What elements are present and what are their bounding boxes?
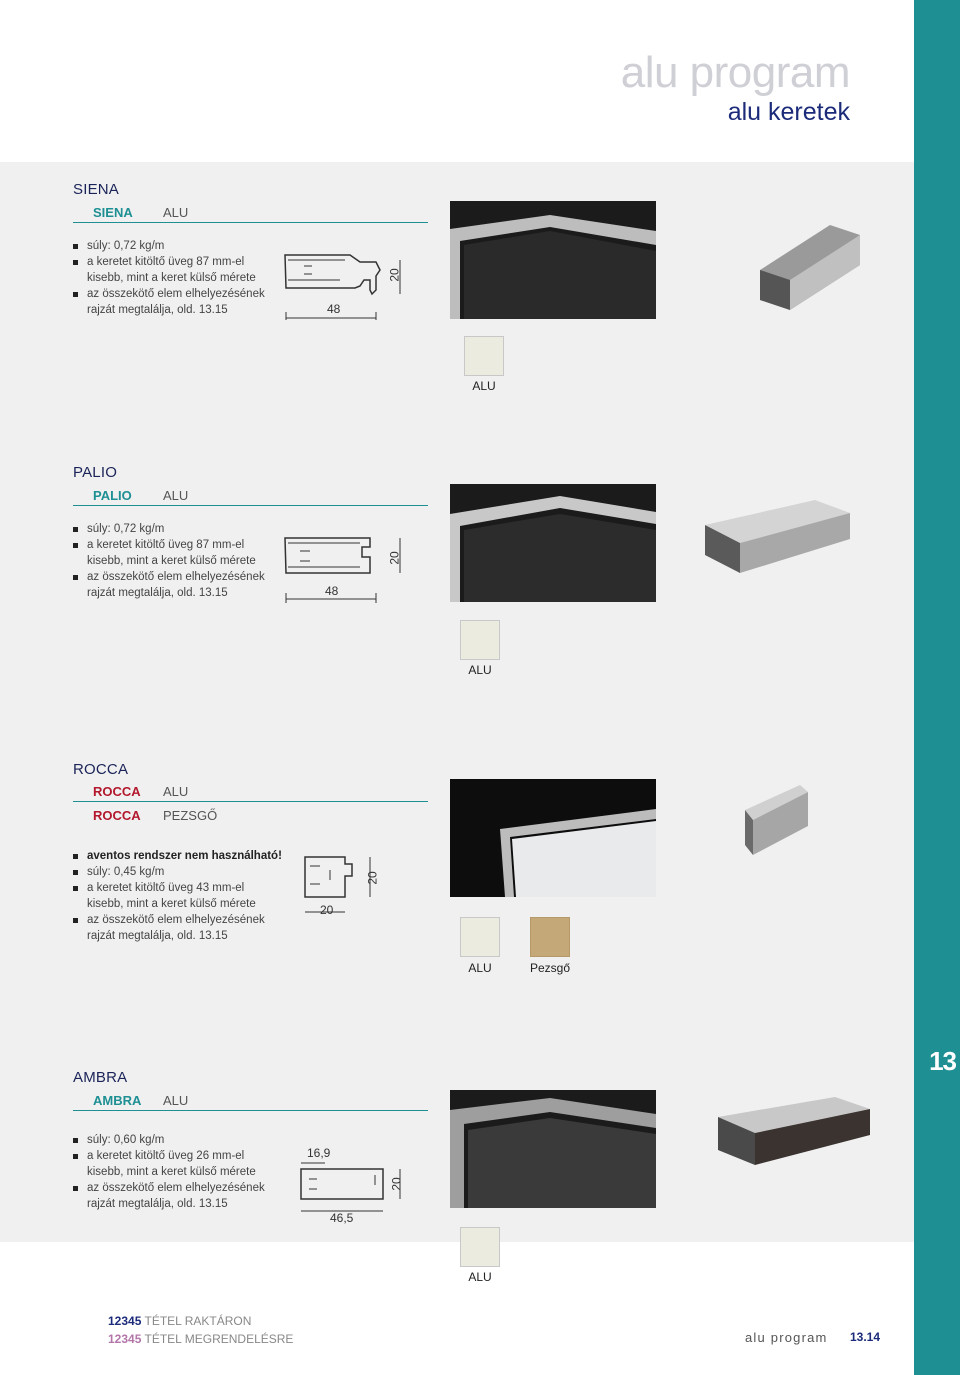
dimension-width: 48	[325, 584, 339, 598]
page-number: 13.14	[850, 1330, 881, 1344]
product-code: SIENA	[93, 205, 133, 220]
spec-item: a keretet kitöltő üveg 87 mm-el	[73, 537, 265, 553]
spec-item: súly: 0,45 kg/m	[73, 864, 282, 880]
section-title: AMBRA	[73, 1069, 128, 1086]
section-title: PALIO	[73, 464, 118, 481]
page-subtitle: alu keretek	[727, 98, 850, 126]
profile-drawing	[295, 1155, 415, 1235]
spec-item: súly: 0,72 kg/m	[73, 238, 265, 254]
code-row	[73, 802, 428, 826]
code-row	[73, 1087, 428, 1111]
chapter-side-bar	[914, 0, 960, 1375]
frame-photo	[450, 201, 656, 319]
product-code: ROCCA	[93, 784, 141, 799]
swatch-label: ALU	[468, 961, 492, 975]
spec-item: kisebb, mint a keret külső mérete	[87, 1166, 256, 1178]
profile-photo	[730, 780, 810, 860]
content-band	[0, 162, 914, 1242]
color-swatch	[460, 917, 500, 957]
spec-item: az összekötő elem elhelyezésének	[73, 1180, 265, 1196]
dimension-width: 48	[327, 302, 341, 316]
spec-item: az összekötő elem elhelyezésének	[73, 912, 282, 928]
color-swatch	[460, 620, 500, 660]
product-finish: ALU	[163, 1093, 189, 1108]
product-finish: ALU	[163, 784, 189, 799]
frame-photo	[450, 484, 656, 602]
product-finish: ALU	[163, 488, 189, 503]
spec-item: kisebb, mint a keret külső mérete	[87, 898, 256, 910]
profile-drawing	[280, 250, 410, 322]
dimension-top: 16,9	[307, 1146, 331, 1160]
spec-item: a keretet kitöltő üveg 43 mm-el	[73, 880, 282, 896]
spec-item: súly: 0,72 kg/m	[73, 521, 265, 537]
dimension-width: 46,5	[330, 1211, 354, 1225]
section-title: ROCCA	[73, 761, 129, 778]
code-row	[73, 482, 428, 506]
product-finish: PEZSGŐ	[163, 808, 218, 823]
swatch-label: Pezsgő	[529, 961, 571, 975]
spec-list	[73, 521, 265, 601]
spec-item: rajzát megtalálja, old. 13.15	[87, 587, 228, 599]
dimension-height: 20	[387, 551, 402, 565]
chapter-number: 13	[929, 1046, 956, 1076]
dimension-width: 20	[320, 903, 334, 917]
dimension-height: 20	[365, 871, 380, 885]
legend-order: 12345 TÉTEL MEGRENDELÉSRE	[108, 1332, 294, 1346]
product-code: AMBRA	[93, 1093, 142, 1108]
section-title: SIENA	[73, 181, 120, 198]
profile-drawing	[280, 533, 410, 605]
color-swatch	[530, 917, 570, 957]
product-code: PALIO	[93, 488, 132, 503]
profile-photo	[695, 495, 855, 575]
spec-item: az összekötő elem elhelyezésének	[73, 286, 265, 302]
swatch-label: ALU	[468, 1270, 492, 1284]
spec-item: a keretet kitöltő üveg 26 mm-el	[73, 1148, 265, 1164]
spec-item: súly: 0,60 kg/m	[73, 1132, 265, 1148]
color-swatch	[460, 1227, 500, 1267]
spec-item: rajzát megtalálja, old. 13.15	[87, 930, 228, 942]
spec-item: kisebb, mint a keret külső mérete	[87, 555, 256, 567]
frame-photo	[450, 1090, 656, 1208]
legend	[108, 1312, 293, 1348]
swatch-label: ALU	[472, 379, 496, 393]
spec-list	[73, 848, 282, 944]
frame-photo	[450, 779, 656, 897]
spec-item: rajzát megtalálja, old. 13.15	[87, 1198, 228, 1210]
profile-photo	[750, 215, 865, 310]
code-row	[73, 199, 428, 223]
spec-item: rajzát megtalálja, old. 13.15	[87, 304, 228, 316]
spec-item: az összekötő elem elhelyezésének	[73, 569, 265, 585]
profile-photo	[710, 1095, 875, 1170]
product-finish: ALU	[163, 205, 189, 220]
code-row	[73, 778, 428, 802]
color-swatch	[464, 336, 504, 376]
legend-stock: 12345 TÉTEL RAKTÁRON	[108, 1314, 252, 1328]
swatch-label: ALU	[468, 663, 492, 677]
product-code: ROCCA	[93, 808, 141, 823]
profile-drawing	[300, 852, 390, 924]
spec-item: kisebb, mint a keret külső mérete	[87, 272, 256, 284]
dimension-height: 20	[387, 268, 402, 282]
spec-list	[73, 1132, 265, 1212]
footer-program: alu program	[745, 1330, 828, 1345]
page-title: alu program	[620, 48, 850, 97]
spec-item: a keretet kitöltő üveg 87 mm-el	[73, 254, 265, 270]
dimension-height: 20	[389, 1177, 404, 1191]
spec-warning: aventos rendszer nem használható!	[73, 848, 282, 864]
spec-list	[73, 238, 265, 318]
